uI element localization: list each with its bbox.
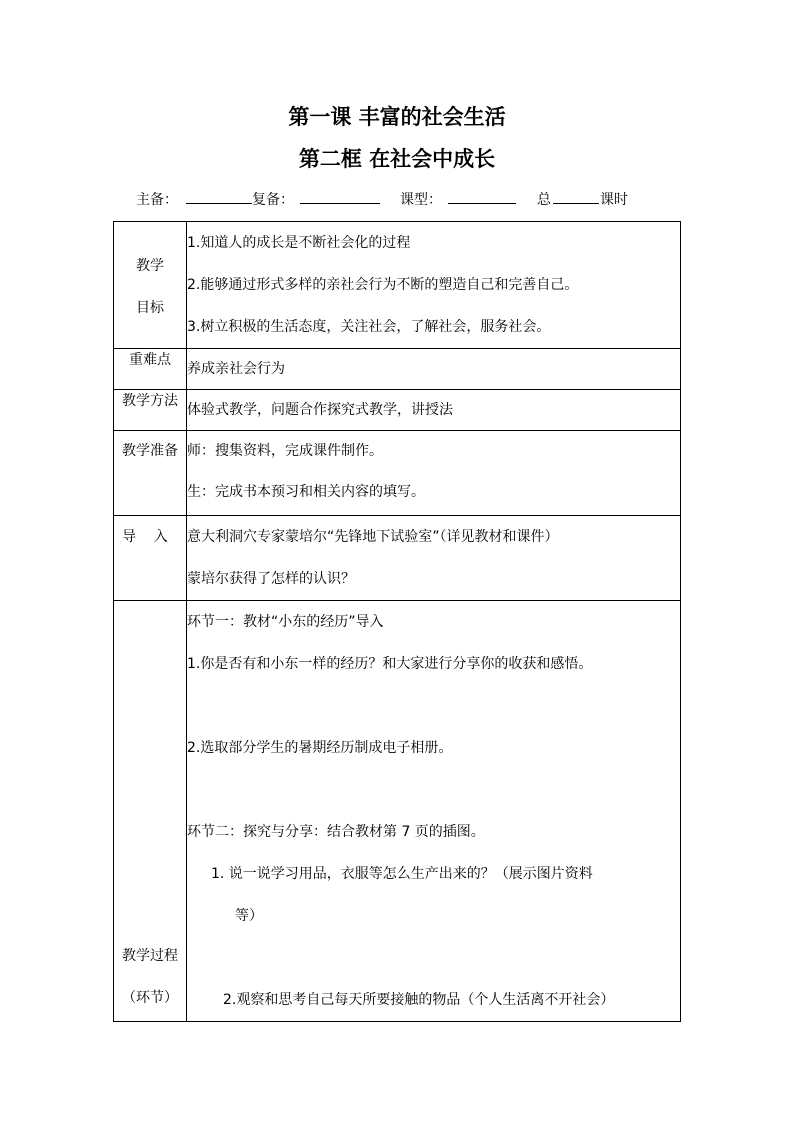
preparation-content-cell xyxy=(187,431,681,516)
lesson-type-label: 课型： xyxy=(400,192,442,208)
preparation-student: 生：完成书本预习和相关内容的填写。 xyxy=(187,484,425,500)
process-label-line2: （环节） xyxy=(122,990,178,1006)
period-label: 课时 xyxy=(600,192,628,208)
goals-label-line1: 教学 xyxy=(136,258,164,274)
difficulty-content: 养成亲社会行为 xyxy=(187,361,285,377)
table-row xyxy=(114,222,681,349)
process-label-line1: 教学过程 xyxy=(122,948,178,964)
method-content-cell xyxy=(187,390,681,431)
step1-question: 2.选取部分学生的暑期经历制成电子相册。 xyxy=(187,740,453,756)
total-label: 总 xyxy=(537,192,551,208)
method-content: 体验式教学，问题合作探究式教学，讲授法 xyxy=(187,402,453,418)
table-row xyxy=(114,516,681,601)
step2-question: 1. 说一说学习用品，衣服等怎么生产出来的？（展示图片资料 xyxy=(211,866,593,882)
intro-line: 蒙培尔获得了怎样的认识？ xyxy=(187,571,355,587)
lesson-title: 第一课 丰富的社会生活 xyxy=(288,104,506,129)
goals-label-line2: 目标 xyxy=(136,300,164,316)
step2-question: 2.观察和思考自己每天所要接触的物品（个人生活离不开社会） xyxy=(223,992,615,1008)
section-title: 第二框 在社会中成长 xyxy=(298,146,496,171)
prepared-by-label: 主备： xyxy=(136,192,178,208)
method-label: 教学方法 xyxy=(114,390,187,431)
step2-title: 环节二：探究与分享：结合教材第 7 页的插图。 xyxy=(187,824,485,840)
difficulty-label: 重难点 xyxy=(114,349,187,390)
process-content-cell xyxy=(187,601,681,1022)
table-row xyxy=(114,349,681,390)
step2-question-continued: 等） xyxy=(235,908,263,924)
intro-label: 导 入 xyxy=(122,529,168,545)
preparation-teacher: 师：搜集资料，完成课件制作。 xyxy=(187,443,383,459)
lesson-meta-line xyxy=(0,187,794,213)
answer-space xyxy=(187,685,680,727)
goal-item: 2.能够通过形式多样的亲社会行为不断的塑造自己和完善自己。 xyxy=(187,277,579,293)
goals-label-cell xyxy=(114,222,187,349)
table-row xyxy=(114,431,681,516)
table-row xyxy=(114,601,681,1022)
step1-title: 环节一：教材“小东的经历”导入 xyxy=(187,614,384,630)
lesson-plan-table xyxy=(113,221,681,1022)
goal-item: 1.知道人的成长是不断社会化的过程 xyxy=(187,235,411,251)
intro-label-cell xyxy=(114,516,187,601)
reviewed-by-label: 复备： xyxy=(252,192,294,208)
answer-space xyxy=(187,937,680,979)
goals-content-cell xyxy=(187,222,681,349)
difficulty-content-cell xyxy=(187,349,681,390)
intro-line: 意大利洞穴专家蒙培尔“先锋地下试验室”（详见教材和课件） xyxy=(187,529,559,545)
preparation-label-cell xyxy=(114,431,187,516)
goal-item: 3.树立积极的生活态度，关注社会，了解社会，服务社会。 xyxy=(187,319,551,335)
process-label-cell xyxy=(114,601,187,1022)
answer-space xyxy=(187,769,680,811)
step1-question: 1.你是否有和小东一样的经历？和大家进行分享你的收获和感悟。 xyxy=(187,656,593,672)
preparation-label: 教学准备 xyxy=(122,443,178,459)
table-row xyxy=(114,390,681,431)
intro-content-cell xyxy=(187,516,681,601)
